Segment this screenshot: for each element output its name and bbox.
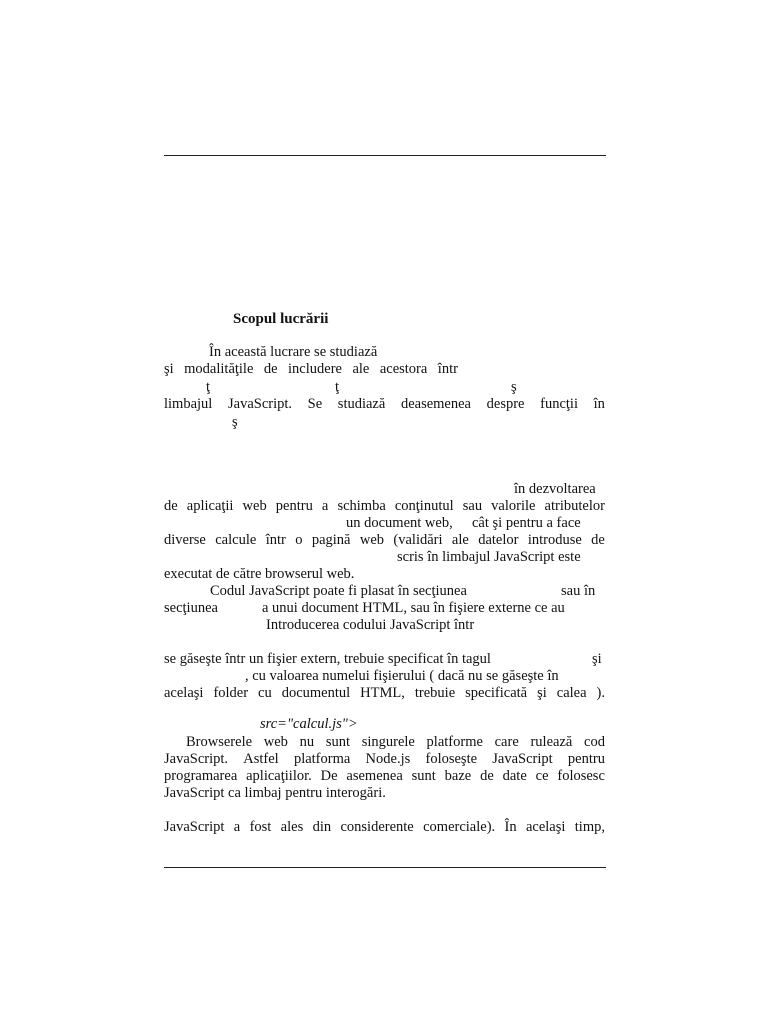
word: de [263,361,278,377]
word: web [263,734,288,750]
word: într [265,532,286,548]
word: foloseşte [425,751,478,767]
word: cod [584,734,605,750]
word: platforma [293,751,351,767]
p3-line-3: Introducerea codului JavaScript într [266,617,475,633]
word: aplicaţii [186,498,234,514]
p4-line-3 [164,685,605,702]
word: JavaScript. [227,396,293,412]
p5-line-2 [164,751,605,768]
word: acelaşi [525,819,566,835]
word: sunt [325,734,350,750]
word: a [233,819,241,835]
word: pentru [275,498,313,514]
p5-line-4: JavaScript ca limbaj pentru interogări. [164,785,386,801]
word: JavaScript. [164,751,229,767]
word: (validări [393,532,443,548]
word: includere [288,361,342,377]
word: schimba [337,498,386,514]
word: JavaScript [164,819,225,835]
p6-line-1 [164,819,605,836]
word: sau [462,498,483,514]
word: considerente [340,819,414,835]
word: ale [451,532,469,548]
p1-line-1: În această lucrare se studiază [209,344,378,360]
word: şi [537,685,547,701]
word: timp, [574,819,605,835]
p3-line-2b: a unui document HTML, sau în fişiere externe ce au [262,600,565,616]
word: web [242,498,267,514]
word: de [591,532,605,548]
code-snippet: src="calcul.js"> [260,716,358,732]
word: atributelor [544,498,605,514]
word: introduse [527,532,582,548]
word: şi [164,361,174,377]
word: ale [352,361,370,377]
word: folder [213,685,249,701]
word: Node.js [365,751,411,767]
p4-line-1a: se găseşte într un fişier extern, trebuie specificat în tagul [164,651,491,667]
word: a [321,498,329,514]
word: din [312,819,332,835]
word: nu [299,734,315,750]
p2-line-3b: cât şi pentru a face [472,515,581,531]
word: date [502,768,527,784]
p2-line-1: în dezvoltarea [514,481,596,497]
word: diverse [164,532,206,548]
p2-line-5: scris în limbajul JavaScript este [397,549,581,565]
word: fost [249,819,272,835]
word: în [593,396,605,412]
p5-line-1 [186,734,605,751]
word: Se [307,396,323,412]
word: funcţii [540,396,578,412]
p1-fragment-4: ş [232,414,238,430]
p4-line-2a: , cu valoarea numelui fişierului ( dacă nu se găseşte în [245,668,559,684]
p5-line-3 [164,768,605,785]
word: calcule [215,532,257,548]
word: datelor [478,532,519,548]
word: HTML, [360,685,405,701]
p2-line-4 [164,532,605,549]
word: despre [486,396,525,412]
p3-line-1b: sau în [561,583,596,599]
word: cu [258,685,272,701]
p3-line-1a: Codul JavaScript poate fi plasat în secţiunea [210,583,467,599]
word: modalităţile [184,361,254,377]
word: rulează [530,734,573,750]
word: Astfel [243,751,279,767]
word: documentul [281,685,351,701]
p2-line-2 [164,498,605,515]
p2-line-3a: un document web, [346,515,453,531]
bottom-rule [164,867,606,868]
word: Browserele [186,734,253,750]
p3-line-2a: secţiunea [164,600,218,616]
word: asemenea [346,768,403,784]
word: baze [444,768,472,784]
word: JavaScript [492,751,553,767]
word: aplicaţiilor. [246,768,312,784]
word: singurele [361,734,415,750]
word: web [359,532,385,548]
word: De [320,768,338,784]
p2-line-6: executat de către browserul web. [164,566,355,582]
word: trebuie [414,685,456,701]
word: conţinutul [394,498,454,514]
word: de [164,498,178,514]
word: ). [596,685,605,701]
word: folosesc [557,768,605,784]
word: studiază [337,396,386,412]
word: care [494,734,519,750]
word: sunt [411,768,436,784]
word: ales [280,819,304,835]
word: pentru [567,751,605,767]
p4-line-1b: şi [592,651,602,667]
word: pagină [311,532,351,548]
word: programarea [164,768,238,784]
word: calea [556,685,587,701]
word: ce [535,768,549,784]
p1-fragment-3: ş [511,379,517,395]
word: limbajul [164,396,213,412]
word: deasemenea [400,396,471,412]
word: valorile [491,498,536,514]
word: de [480,768,494,784]
p1-line-4 [164,396,605,413]
word: platforme [426,734,483,750]
section-heading: Scopul lucrării [233,311,329,327]
word: acestora [379,361,428,377]
top-rule [164,155,606,156]
p1-fragment-1: ţ [206,379,211,395]
p1-line-2 [164,361,458,378]
word: comerciale). [423,819,496,835]
word: într [437,361,458,377]
word: În [504,819,517,835]
p1-fragment-2: ţ [335,379,340,395]
word: o [295,532,303,548]
word: acelaşi [164,685,204,701]
word: specificată [465,685,528,701]
